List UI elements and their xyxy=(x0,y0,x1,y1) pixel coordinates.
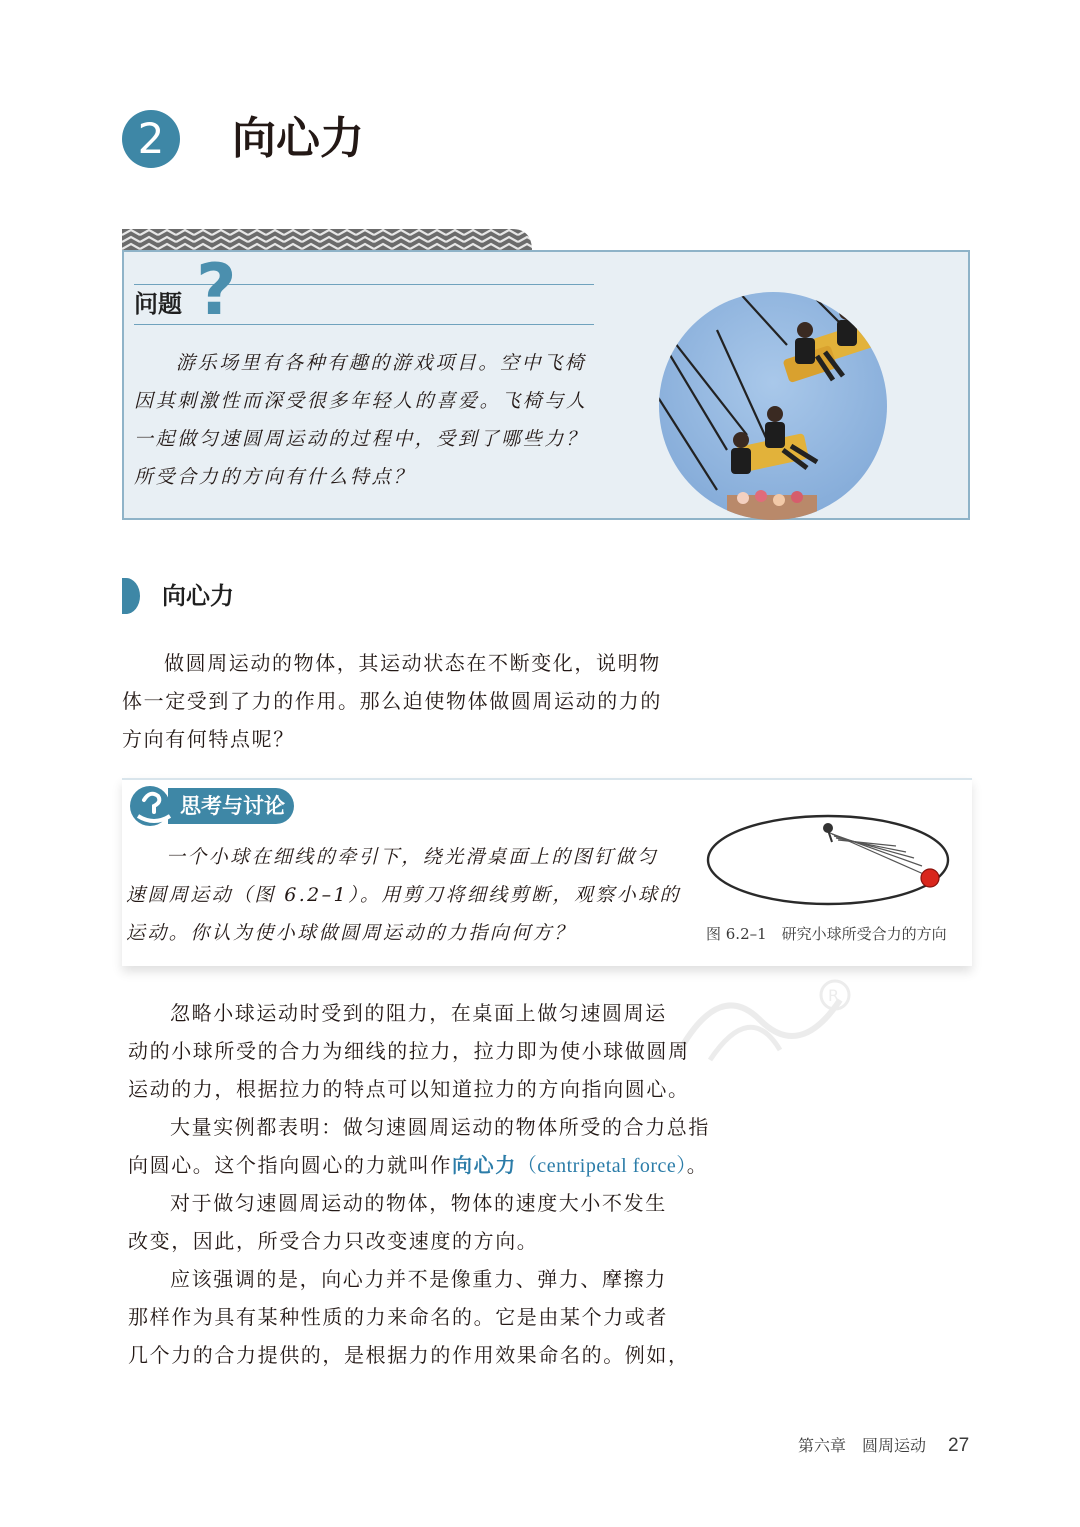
problem-label: 问题 xyxy=(134,290,182,318)
page-number: 27 xyxy=(948,1435,970,1456)
problem-text-line: 因其刺激性而深受很多年轻人的喜爱。飞椅与人 xyxy=(134,390,588,412)
pin-head xyxy=(823,823,833,833)
section-title: 向心力 xyxy=(232,113,364,164)
body-text-line: 大量实例都表明：做匀速圆周运动的物体所受的合力总指 xyxy=(170,1115,710,1139)
body-text-line: 忽略小球运动时受到的阻力，在桌面上做匀速圆周运 xyxy=(170,1001,667,1025)
discussion-text-line: 一个小球在细线的牵引下，绕光滑桌面上的图钉做匀 xyxy=(166,846,659,868)
body-text-line: 那样作为具有某种性质的力来命名的。它是由某个力或者 xyxy=(128,1305,668,1329)
body-text-line: 改变，因此，所受合力只改变速度的方向。 xyxy=(128,1229,539,1253)
publisher-watermark xyxy=(660,960,860,1070)
swing-ride-photo xyxy=(657,290,889,522)
figure-ball-on-string xyxy=(700,810,968,910)
body-text-segment: 向圆心。这个指向圆心的力就叫作 xyxy=(128,1153,452,1177)
body-text-line: 对于做匀速圆周运动的物体，物体的速度大小不发生 xyxy=(170,1191,667,1215)
body-text-line: 几个力的合力提供的，是根据力的作用效果命名的。例如， xyxy=(128,1343,690,1367)
problem-text-line: 一起做匀速圆周运动的过程中，受到了哪些力？ xyxy=(134,428,588,450)
problem-text-line: 游乐场里有各种有趣的游戏项目。空中飞椅 xyxy=(176,352,587,374)
problem-box-stripe-decoration xyxy=(122,229,532,251)
question-mark-icon: ? xyxy=(196,249,237,331)
ball xyxy=(921,869,939,887)
body-text-line: 应该强调的是，向心力并不是像重力、弹力、摩擦力 xyxy=(170,1267,667,1291)
key-term-english: （centripetal force） xyxy=(516,1155,687,1177)
string-motion-lines xyxy=(828,832,928,876)
problem-text-line: 所受合力的方向有什么特点？ xyxy=(134,466,415,488)
subsection-title: 向心力 xyxy=(162,582,234,610)
discussion-text-line: 运动。你认为使小球做圆周运动的力指向何方？ xyxy=(126,922,576,944)
body-text-line-with-term xyxy=(128,1146,708,1185)
intro-text-line: 体一定受到了力的作用。那么迫使物体做圆周运动的力的 xyxy=(122,689,662,713)
body-text-segment: 。 xyxy=(686,1153,709,1177)
body-text-line: 运动的力，根据拉力的特点可以知道拉力的方向指向圆心。 xyxy=(128,1077,690,1101)
intro-text-line: 做圆周运动的物体，其运动状态在不断变化，说明物 xyxy=(164,651,661,675)
intro-text-line: 方向有何特点呢？ xyxy=(122,727,295,751)
footer-chapter-title: 第六章 圆周运动 xyxy=(798,1436,927,1455)
discussion-text-line: 速圆周运动（图 6.2–1）。用剪刀将细线剪断，观察小球的 xyxy=(126,884,681,906)
svg-text:R: R xyxy=(828,986,840,1005)
body-text-line: 动的小球所受的合力为细线的拉力，拉力即为使小球做圆周 xyxy=(128,1039,690,1063)
subsection-marker-icon xyxy=(122,578,140,614)
key-term: 向心力 xyxy=(452,1153,517,1177)
section-number-badge: 2 xyxy=(122,110,180,168)
figure-caption: 图 6.2–1 研究小球所受合力的方向 xyxy=(706,925,947,943)
discussion-label: 思考与讨论 xyxy=(180,794,285,818)
